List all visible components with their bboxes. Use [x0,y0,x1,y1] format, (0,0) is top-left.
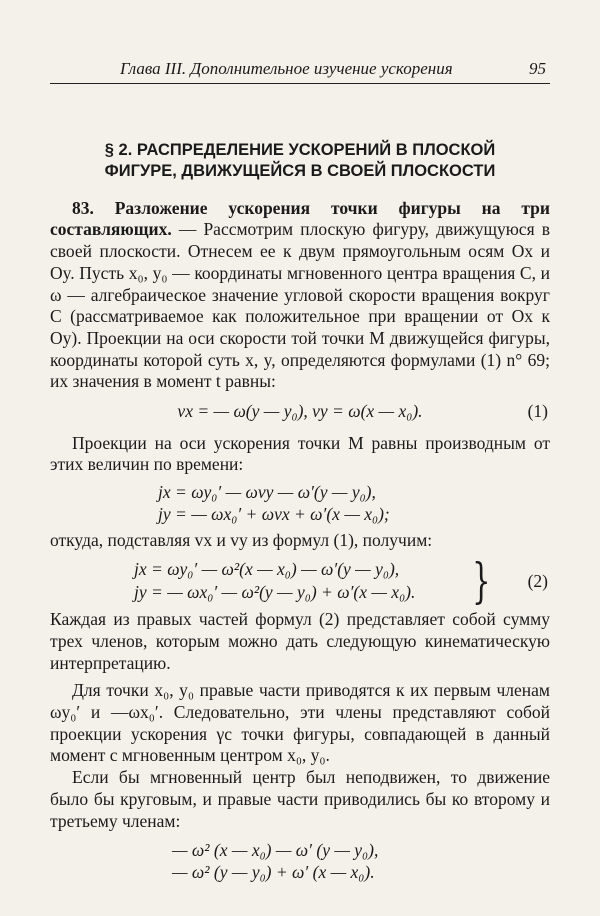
equation-jx-derivative: jx = ωy₀′ — ωvy — ω′(y — y₀), [158,482,376,503]
paragraph-83 [50,198,550,393]
paragraph-4: Каждая из правых частей формул (2) представляет собой сумму трех членов, которым можно дать следующую кинематическую интерпретацию. [50,609,550,673]
section-title-line-2: ФИГУРЕ, ДВИЖУЩЕЙСЯ В СВОЕЙ ПЛОСКОСТИ [104,161,496,180]
paragraph-text: — Рассмотрим плоскую фигуру, движущуюся в своей плоскости. Отнесем ее к двум прямоугольным осям Ox и Oy. Пусть x₀, y₀ — координаты мгновенного центра вращения C, и ω — алгебраическое значение угловой скорости вращения вокруг C (рассматриваемое как положительное при вращении от Ox к Oy). Проекции на оси скорости той точки M движущейся фигуры, координаты которой суть x, y, определяются формулами (1) n° 69; их значения в момент t равны: [50,219,550,392]
right-brace: } [472,553,491,610]
equation-circular-x: — ω² (x — x₀) — ω′ (y — y₀), [172,840,379,861]
equation-system-2 [50,553,550,610]
running-title: Глава III. Дополнительное изучение ускорения [120,59,453,78]
paragraph-6: Если бы мгновенный центр был неподвижен, то движение было бы круговым, и правые части приводились бы ко второму и третьему членам: [50,767,550,831]
equation-jx: jx = ωy₀′ — ω²(x — x₀) — ω′(y — y₀), [134,559,400,580]
paragraph-2: Проекции на оси ускорения точки M равны производным от этих величин по времени: [50,432,550,475]
equation-circular-y: — ω² (y — y₀) + ω′ (x — x₀). [172,861,375,882]
equation-jy-derivative: jy = — ωx₀′ + ωvx + ω′(x — x₀); [158,503,390,524]
running-header [50,58,550,84]
paragraph-5: Для точки x₀, y₀ правые части приводятся к их первым членам ωy₀′ и —ωx₀′. Следовательно, эти члены представляют собой проекции ускорения γc точки фигуры, совпадающей в данный момент с мгновенным центром x₀, y₀. [50,680,550,766]
equation-block-circular [50,840,550,883]
section-title-line-1: § 2. РАСПРЕДЕЛЕНИЕ УСКОРЕНИЙ В ПЛОСКОЙ [104,140,496,159]
equation-1-body: vx = — ω(y — y₀), vy = ω(x — x₀). [177,401,423,422]
book-page [50,58,550,884]
paragraph-3: откуда, подставляя vx и vy из формул (1), получим: [50,529,433,550]
equation-1 [50,401,550,423]
equation-jy: jy = — ωx₀′ — ω²(y — y₀) + ω′(x — x₀). [134,582,416,603]
equation-2-number: (2) [527,571,548,592]
equation-block-derivatives [50,482,550,525]
paragraph-heading: 83. Разложение ускорения точки фигуры на три составляющих. [50,197,550,240]
equation-1-number: (1) [527,401,548,422]
page-number: 95 [529,59,546,78]
section-title [50,140,550,182]
